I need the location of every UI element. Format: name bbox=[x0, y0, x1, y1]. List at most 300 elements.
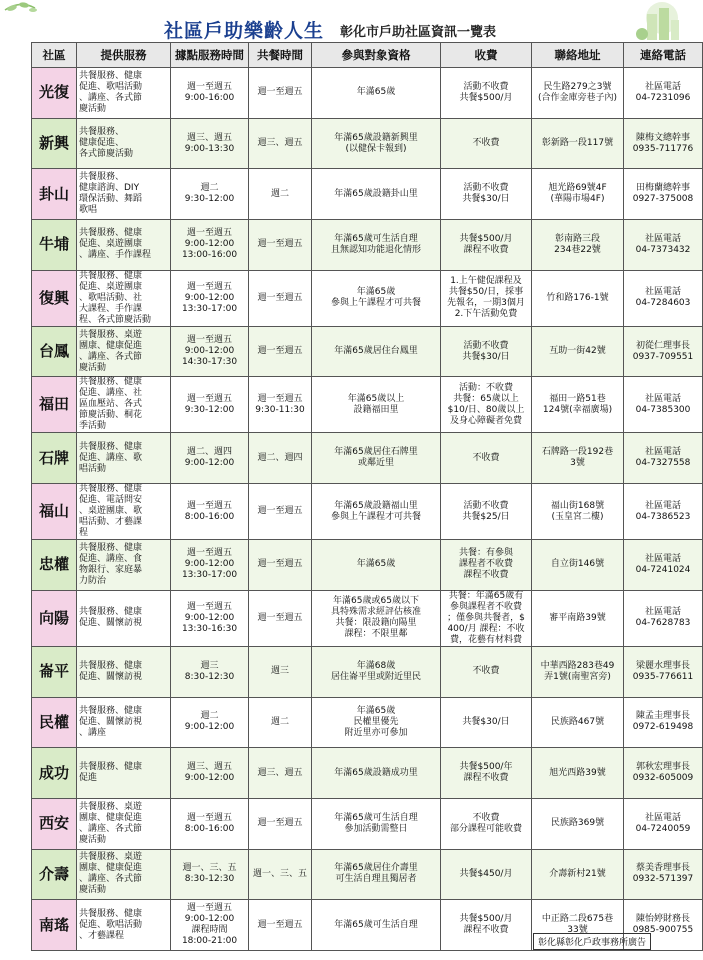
community-name-text: 南瑤 bbox=[38, 915, 69, 934]
meal-time-cell-text: 週一至週五 bbox=[257, 292, 303, 303]
community-name bbox=[32, 900, 77, 951]
phone-cell-text: 社區電話 04-7628783 bbox=[635, 607, 691, 629]
services-cell-text: 共餐服務、健康 促進、桌遊團康 、講座、手作課程 bbox=[79, 228, 152, 261]
eligibility-cell bbox=[312, 484, 441, 540]
services-cell-text: 共餐服務、健康 促進、關懷訪視 bbox=[79, 607, 143, 629]
table-row bbox=[32, 326, 703, 377]
eligibility-cell bbox=[312, 748, 441, 799]
address-cell bbox=[532, 590, 624, 646]
phone-cell bbox=[624, 590, 703, 646]
meal-time-cell-text: 週三、週五 bbox=[257, 138, 303, 149]
services-cell bbox=[77, 220, 171, 271]
phone-cell bbox=[624, 68, 703, 119]
community-name-text: 牛埔 bbox=[38, 235, 69, 254]
address-cell bbox=[532, 697, 624, 748]
address-cell-text: 竹和路176-1號 bbox=[546, 292, 609, 303]
meal-time-cell-text: 週一至週五 bbox=[257, 239, 303, 250]
services-cell bbox=[77, 900, 171, 951]
address-cell bbox=[532, 433, 624, 484]
table-row bbox=[32, 590, 703, 646]
community-name-text: 福田 bbox=[38, 395, 69, 414]
services-cell bbox=[77, 270, 171, 326]
services-cell-text: 共餐服務、健康 促進、講座、歌 唱活動 bbox=[79, 441, 143, 474]
address-cell-text: 民族路369號 bbox=[550, 818, 605, 829]
phone-cell bbox=[624, 484, 703, 540]
address-cell bbox=[532, 849, 624, 900]
eligibility-cell bbox=[312, 68, 441, 119]
eligibility-cell bbox=[312, 169, 441, 220]
meal-time-cell-text: 週一至週五 bbox=[257, 506, 303, 517]
eligibility-cell bbox=[312, 697, 441, 748]
phone-cell-text: 社區電話 04-7240059 bbox=[635, 812, 691, 834]
meal-time-cell-text: 週二、週四 bbox=[257, 452, 303, 463]
community-table bbox=[31, 42, 703, 951]
address-cell-text: 審平南路39號 bbox=[549, 612, 606, 623]
column-header: 共餐時間 bbox=[249, 43, 312, 68]
eligibility-cell bbox=[312, 377, 441, 433]
table-row bbox=[32, 169, 703, 220]
hours-cell bbox=[171, 220, 249, 271]
meal-time-cell-text: 週一至週五 bbox=[257, 346, 303, 357]
meal-time-cell-text: 週三 bbox=[270, 666, 289, 677]
table-row bbox=[32, 270, 703, 326]
services-cell-text: 共餐服務、健康 促進、桌遊團康 、歌唱活動、社 大課程、手作課 程、各式節慶活動 bbox=[79, 270, 152, 325]
address-cell-text: 旭光路69號4F (華陽市場4F) bbox=[548, 183, 607, 205]
eligibility-cell bbox=[312, 270, 441, 326]
address-cell-text: 民生路279之3號 (合作金庫旁巷子內) bbox=[537, 81, 618, 103]
fee-cell-text: 不收費 部分課程可能收費 bbox=[449, 812, 522, 834]
address-cell-text: 福田一路51巷 124號(幸福廣場) bbox=[542, 393, 613, 415]
services-cell-text: 共餐服務、健康 促進、歌唱活動 、講座、各式節 慶活動 bbox=[79, 70, 143, 114]
hours-cell bbox=[171, 377, 249, 433]
eligibility-cell bbox=[312, 118, 441, 169]
meal-time-cell bbox=[249, 646, 312, 697]
hours-cell-text: 週一至週五 9:00-12:00 13:30-17:00 bbox=[181, 281, 238, 314]
address-cell bbox=[532, 169, 624, 220]
phone-cell bbox=[624, 118, 703, 169]
phone-cell-text: 陳怡婷財務長 0985-900755 bbox=[632, 914, 694, 936]
fee-cell-text: 活動不收費 共餐$25/日 bbox=[462, 500, 510, 522]
eligibility-cell bbox=[312, 646, 441, 697]
services-cell bbox=[77, 326, 171, 377]
meal-time-cell bbox=[249, 118, 312, 169]
meal-time-cell bbox=[249, 326, 312, 377]
meal-time-cell-text: 週二 bbox=[270, 716, 289, 727]
fee-cell-text: 1.上午健促課程及 共餐$50/日，採事 先報名，一期3個月 2.下午活動免費 bbox=[447, 276, 525, 320]
hours-cell-text: 週一至週五 8:00-16:00 bbox=[184, 500, 235, 522]
eligibility-cell-text: 年滿65歲設籍福山里 參與上午課程才可共餐 bbox=[330, 500, 421, 522]
community-name-text: 忠權 bbox=[38, 555, 69, 574]
community-name bbox=[32, 798, 77, 849]
hours-cell-text: 週三、週五 9:00-13:30 bbox=[184, 132, 235, 154]
eligibility-cell-text: 年滿65歲 bbox=[356, 87, 396, 98]
services-cell bbox=[77, 798, 171, 849]
phone-cell bbox=[624, 169, 703, 220]
community-name bbox=[32, 433, 77, 484]
hours-cell-text: 週一至週五 9:00-16:00 bbox=[184, 81, 235, 103]
phone-cell bbox=[624, 220, 703, 271]
meal-time-cell-text: 週三、週五 bbox=[257, 767, 303, 778]
hours-cell-text: 週二 9:30-12:00 bbox=[184, 183, 235, 205]
hours-cell bbox=[171, 433, 249, 484]
hours-cell-text: 週一、三、五 8:30-12:30 bbox=[182, 863, 237, 885]
meal-time-cell bbox=[249, 590, 312, 646]
meal-time-cell-text: 週一至週五 9:30-11:30 bbox=[255, 393, 305, 415]
column-header: 參與對象資格 bbox=[312, 43, 441, 68]
table-row bbox=[32, 68, 703, 119]
eligibility-cell bbox=[312, 849, 441, 900]
community-name bbox=[32, 540, 77, 591]
meal-time-cell bbox=[249, 270, 312, 326]
fee-cell-text: 共餐$30/日 bbox=[462, 716, 510, 727]
address-cell-text: 介壽新村21號 bbox=[549, 868, 606, 879]
meal-time-cell-text: 週二 bbox=[270, 188, 289, 199]
phone-cell-text: 社區電話 04-7241024 bbox=[635, 553, 691, 575]
community-name-text: 石牌 bbox=[38, 448, 69, 467]
fee-cell bbox=[441, 169, 532, 220]
hours-cell-text: 週一至週五 9:30-12:00 bbox=[184, 393, 235, 415]
hours-cell bbox=[171, 68, 249, 119]
fee-cell-text: 不收費 bbox=[472, 666, 500, 677]
services-cell bbox=[77, 68, 171, 119]
meal-time-cell bbox=[249, 377, 312, 433]
fee-cell-text: 活動不收費 共餐$500/月 bbox=[459, 81, 513, 103]
page-subtitle: 彰化市戶助社區資訊一覽表 bbox=[340, 25, 497, 40]
fee-cell bbox=[441, 590, 532, 646]
community-name-text: 向陽 bbox=[38, 608, 69, 627]
fee-cell bbox=[441, 646, 532, 697]
address-cell bbox=[532, 270, 624, 326]
meal-time-cell-text: 週一至週五 bbox=[257, 919, 303, 930]
hours-cell-text: 週一至週五 9:00-12:00 13:00-16:00 bbox=[181, 228, 238, 261]
eligibility-cell bbox=[312, 326, 441, 377]
community-name-text: 卦山 bbox=[38, 184, 69, 203]
table-row bbox=[32, 220, 703, 271]
eligibility-cell-text: 年滿65歲或65歲以下 具特殊需求經評估核准 共餐：限設籍向陽里 課程：不限里鄰 bbox=[330, 596, 421, 640]
address-cell bbox=[532, 798, 624, 849]
fee-cell-text: 活動：不收費 共餐：65歲以上 $10/日、80歲以上 及身心障礙者免費 bbox=[447, 382, 525, 426]
services-cell bbox=[77, 377, 171, 433]
fee-cell bbox=[441, 220, 532, 271]
eligibility-cell bbox=[312, 433, 441, 484]
community-name bbox=[32, 646, 77, 697]
community-name-text: 介壽 bbox=[38, 864, 69, 883]
header bbox=[0, 0, 682, 42]
eligibility-cell-text: 年滿65歲 參與上午課程才可共餐 bbox=[330, 287, 421, 309]
community-name bbox=[32, 118, 77, 169]
fee-cell bbox=[441, 849, 532, 900]
community-name bbox=[32, 590, 77, 646]
eligibility-cell-text: 年滿68歲 居住崙平里或附近里民 bbox=[330, 660, 421, 682]
hours-cell bbox=[171, 646, 249, 697]
hours-cell-text: 週一至週五 9:00-12:00 課程時間 18:00-21:00 bbox=[181, 903, 238, 947]
column-header: 收費 bbox=[441, 43, 532, 68]
table-row bbox=[32, 748, 703, 799]
meal-time-cell bbox=[249, 697, 312, 748]
address-cell-text: 民族路467號 bbox=[550, 716, 605, 727]
meal-time-cell-text: 週一至週五 bbox=[257, 559, 303, 570]
meal-time-cell-text: 週一至週五 bbox=[257, 818, 303, 829]
phone-cell-text: 社區電話 04-7231096 bbox=[635, 81, 691, 103]
services-cell bbox=[77, 433, 171, 484]
meal-time-cell bbox=[249, 433, 312, 484]
fee-cell bbox=[441, 748, 532, 799]
table-row bbox=[32, 484, 703, 540]
table-header-row bbox=[32, 43, 703, 68]
address-cell bbox=[532, 484, 624, 540]
eligibility-cell-text: 年滿65歲 民權里優先 附近里亦可參加 bbox=[344, 705, 408, 738]
phone-cell-text: 初從仁理事長 0937-709551 bbox=[632, 340, 694, 362]
address-cell bbox=[532, 118, 624, 169]
phone-cell-text: 梁麗水理事長 0935-776611 bbox=[632, 660, 694, 682]
fee-cell-text: 活動不收費 共餐$30/日 bbox=[462, 340, 510, 362]
phone-cell-text: 社區電話 04-7327558 bbox=[635, 447, 691, 469]
address-cell-text: 中正路二段675巷 33號 bbox=[541, 914, 614, 936]
phone-cell bbox=[624, 326, 703, 377]
eligibility-cell-text: 年滿65歲設籍卦山里 bbox=[334, 188, 418, 199]
meal-time-cell bbox=[249, 540, 312, 591]
address-cell-text: 彰南路三段 234巷22號 bbox=[554, 233, 601, 255]
fee-cell bbox=[441, 798, 532, 849]
fee-cell bbox=[441, 270, 532, 326]
fee-cell-text: 不收費 bbox=[472, 138, 500, 149]
services-cell-text: 共餐服務、桌遊 團康、健康促進 、講座、各式節 慶活動 bbox=[79, 852, 143, 896]
services-cell-text: 共餐服務、 健康促進、 各式節慶活動 bbox=[79, 127, 134, 160]
phone-cell-text: 蔡美香理事長 0932-571397 bbox=[632, 863, 694, 885]
eligibility-cell bbox=[312, 540, 441, 591]
hours-cell-text: 週三、週五 9:00-12:00 bbox=[184, 762, 235, 784]
community-name bbox=[32, 326, 77, 377]
eligibility-cell-text: 年滿65歲居住台鳳里 bbox=[334, 346, 418, 357]
address-cell-text: 旭光西路39號 bbox=[549, 767, 606, 778]
table-row bbox=[32, 118, 703, 169]
eligibility-cell-text: 年滿65歲可生活自理 bbox=[334, 919, 418, 930]
community-name bbox=[32, 220, 77, 271]
table-row bbox=[32, 540, 703, 591]
phone-cell-text: 社區電話 04-7373432 bbox=[635, 233, 691, 255]
address-cell bbox=[532, 748, 624, 799]
community-name bbox=[32, 377, 77, 433]
services-cell bbox=[77, 118, 171, 169]
services-cell bbox=[77, 849, 171, 900]
community-name-text: 成功 bbox=[38, 763, 69, 782]
phone-cell bbox=[624, 748, 703, 799]
hours-cell bbox=[171, 900, 249, 951]
eligibility-cell-text: 年滿65歲可生活自理 且無認知功能退化情形 bbox=[330, 233, 421, 255]
address-cell-text: 互助一街42號 bbox=[549, 346, 606, 357]
hours-cell bbox=[171, 326, 249, 377]
hours-cell-text: 週一至週五 8:00-16:00 bbox=[184, 812, 235, 834]
column-header: 連絡電話 bbox=[624, 43, 703, 68]
hours-cell bbox=[171, 484, 249, 540]
fee-cell bbox=[441, 433, 532, 484]
phone-cell bbox=[624, 433, 703, 484]
fee-cell bbox=[441, 484, 532, 540]
phone-cell bbox=[624, 270, 703, 326]
city-decoration-icon bbox=[592, 0, 682, 48]
community-name bbox=[32, 68, 77, 119]
eligibility-cell bbox=[312, 590, 441, 646]
community-name-text: 西安 bbox=[38, 814, 69, 833]
fee-cell bbox=[441, 118, 532, 169]
services-cell bbox=[77, 697, 171, 748]
hours-cell bbox=[171, 270, 249, 326]
fee-cell-text: 共餐$450/月 bbox=[459, 868, 513, 879]
services-cell-text: 共餐服務、桌遊 團康、健康促進 、講座、各式節 慶活動 bbox=[79, 329, 143, 373]
table-row bbox=[32, 433, 703, 484]
fee-cell-text: 共餐$500/年 課程不收費 bbox=[459, 762, 513, 784]
fee-cell bbox=[441, 326, 532, 377]
hours-cell bbox=[171, 118, 249, 169]
address-cell bbox=[532, 220, 624, 271]
meal-time-cell bbox=[249, 900, 312, 951]
phone-cell-text: 陳梅文總幹事 0935-711776 bbox=[632, 132, 694, 154]
services-cell bbox=[77, 540, 171, 591]
leaf-decoration-icon bbox=[0, 0, 90, 40]
address-cell-text: 石牌路一段192巷 3號 bbox=[541, 447, 614, 469]
eligibility-cell-text: 年滿65歲 bbox=[356, 559, 396, 570]
community-name bbox=[32, 697, 77, 748]
column-header: 社區 bbox=[32, 43, 77, 68]
services-cell-text: 共餐服務、健康 促進、關懷訪視 bbox=[79, 660, 143, 682]
address-cell bbox=[532, 326, 624, 377]
community-name-text: 福山 bbox=[38, 502, 69, 521]
eligibility-cell-text: 年滿65歲居住石牌里 或鄰近里 bbox=[334, 447, 418, 469]
hours-cell-text: 週一至週五 9:00-12:00 13:30-17:00 bbox=[181, 548, 238, 581]
address-cell bbox=[532, 377, 624, 433]
fee-cell-text: 活動不收費 共餐$30/日 bbox=[462, 183, 510, 205]
services-cell-text: 共餐服務、 健康諮詢、DIY 環保活動、舞蹈 歌唱 bbox=[79, 172, 143, 216]
eligibility-cell-text: 年滿65歲以上 設籍福田里 bbox=[347, 393, 405, 415]
phone-cell bbox=[624, 849, 703, 900]
services-cell-text: 共餐服務、健康 促進、歌唱活動 、才藝課程 bbox=[79, 908, 143, 941]
meal-time-cell bbox=[249, 849, 312, 900]
address-cell-text: 中華西路283巷49 弄1號(南聖宮旁) bbox=[540, 660, 615, 682]
fee-cell bbox=[441, 697, 532, 748]
hours-cell-text: 週二 9:00-12:00 bbox=[184, 711, 235, 733]
address-cell-text: 自立街146號 bbox=[550, 559, 605, 570]
hours-cell-text: 週一至週五 9:00-12:00 14:30-17:30 bbox=[181, 335, 238, 368]
hours-cell bbox=[171, 748, 249, 799]
community-name-text: 崙平 bbox=[38, 662, 69, 681]
community-name bbox=[32, 270, 77, 326]
fee-cell-text: 不收費 bbox=[472, 452, 500, 463]
eligibility-cell bbox=[312, 220, 441, 271]
fee-cell bbox=[441, 540, 532, 591]
phone-cell bbox=[624, 377, 703, 433]
meal-time-cell bbox=[249, 68, 312, 119]
address-cell-text: 福山街168號 (玉皇宮二樓) bbox=[550, 500, 605, 522]
meal-time-cell-text: 週一至週五 bbox=[257, 87, 303, 98]
column-header: 據點服務時間 bbox=[171, 43, 249, 68]
phone-cell-text: 社區電話 04-7284603 bbox=[635, 287, 691, 309]
services-cell bbox=[77, 748, 171, 799]
services-cell-text: 共餐服務、桌遊 團康、健康促進 、講座、各式節 慶活動 bbox=[79, 801, 143, 845]
services-cell-text: 共餐服務、健康 促進、關懷訪視 、講座 bbox=[79, 705, 143, 738]
meal-time-cell-text: 週一、三、五 bbox=[252, 868, 307, 879]
hours-cell bbox=[171, 798, 249, 849]
table-row bbox=[32, 646, 703, 697]
meal-time-cell bbox=[249, 220, 312, 271]
services-cell-text: 共餐服務、健康 促進 bbox=[79, 762, 143, 784]
community-name-text: 復興 bbox=[38, 288, 69, 307]
eligibility-cell-text: 年滿65歲可生活自理 參加活動需整日 bbox=[334, 812, 418, 834]
address-cell-text: 彰新路一段117號 bbox=[541, 138, 614, 149]
table-row bbox=[32, 377, 703, 433]
eligibility-cell-text: 年滿65歲設籍成功里 bbox=[334, 767, 418, 778]
meal-time-cell bbox=[249, 484, 312, 540]
community-name bbox=[32, 484, 77, 540]
fee-cell bbox=[441, 900, 532, 951]
community-name bbox=[32, 849, 77, 900]
fee-cell bbox=[441, 377, 532, 433]
eligibility-cell bbox=[312, 900, 441, 951]
footer-credit: 彰化縣彰化戶政事務所廣告 bbox=[533, 933, 651, 950]
community-name-text: 民權 bbox=[38, 712, 69, 731]
fee-cell-text: 共餐$500/月 課程不收費 bbox=[459, 914, 513, 936]
community-name-text: 新興 bbox=[38, 134, 69, 153]
community-name bbox=[32, 748, 77, 799]
table-row bbox=[32, 798, 703, 849]
phone-cell bbox=[624, 697, 703, 748]
community-name-text: 光復 bbox=[38, 83, 69, 102]
phone-cell-text: 田梅蘭總幹事 0927-375008 bbox=[632, 183, 694, 205]
hours-cell bbox=[171, 697, 249, 748]
phone-cell bbox=[624, 646, 703, 697]
table-row bbox=[32, 697, 703, 748]
eligibility-cell bbox=[312, 798, 441, 849]
services-cell-text: 共餐服務、健康 促進、電話問安 、桌遊團康、歌 唱活動、才藝課 程 bbox=[79, 484, 143, 539]
fee-cell-text: 共餐：有參與 課程者不收費 課程不收費 bbox=[458, 548, 513, 581]
services-cell bbox=[77, 169, 171, 220]
address-cell bbox=[532, 540, 624, 591]
services-cell bbox=[77, 484, 171, 540]
column-header: 聯絡地址 bbox=[532, 43, 624, 68]
eligibility-cell-text: 年滿65歲設籍新興里 (以健保卡報到) bbox=[334, 132, 418, 154]
phone-cell-text: 郭秋宏理事長 0932-605009 bbox=[632, 762, 694, 784]
phone-cell bbox=[624, 798, 703, 849]
hours-cell-text: 週二、週四 9:00-12:00 bbox=[184, 447, 235, 469]
meal-time-cell bbox=[249, 169, 312, 220]
table-row bbox=[32, 849, 703, 900]
hours-cell bbox=[171, 849, 249, 900]
hours-cell-text: 週三 8:30-12:30 bbox=[184, 660, 235, 682]
hours-cell bbox=[171, 169, 249, 220]
hours-cell bbox=[171, 540, 249, 591]
address-cell bbox=[532, 68, 624, 119]
services-cell bbox=[77, 590, 171, 646]
meal-time-cell-text: 週一至週五 bbox=[257, 612, 303, 623]
fee-cell bbox=[441, 68, 532, 119]
services-cell bbox=[77, 646, 171, 697]
fee-cell-text: 共餐$500/月 課程不收費 bbox=[459, 233, 513, 255]
hours-cell bbox=[171, 590, 249, 646]
services-cell-text: 共餐服務、健康 促進、講座、食 物銀行、家庭暴 力防治 bbox=[79, 542, 143, 586]
page-title: 社區戶助樂齡人生 bbox=[164, 20, 325, 42]
address-cell bbox=[532, 646, 624, 697]
column-header: 提供服務 bbox=[77, 43, 171, 68]
phone-cell-text: 陳孟圭理事長 0972-619498 bbox=[632, 711, 694, 733]
phone-cell-text: 社區電話 04-7385300 bbox=[635, 393, 691, 415]
meal-time-cell bbox=[249, 798, 312, 849]
services-cell-text: 共餐服務、健康 促進、講座、社 區血壓站、各式 節慶活動、桐花 季活動 bbox=[79, 377, 143, 432]
eligibility-cell-text: 年滿65歲居住介壽里 可生活自理且獨居者 bbox=[334, 863, 418, 885]
meal-time-cell bbox=[249, 748, 312, 799]
community-name bbox=[32, 169, 77, 220]
phone-cell-text: 社區電話 04-7386523 bbox=[635, 500, 691, 522]
phone-cell bbox=[624, 540, 703, 591]
hours-cell-text: 週一至週五 9:00-12:00 13:30-16:30 bbox=[181, 601, 238, 634]
